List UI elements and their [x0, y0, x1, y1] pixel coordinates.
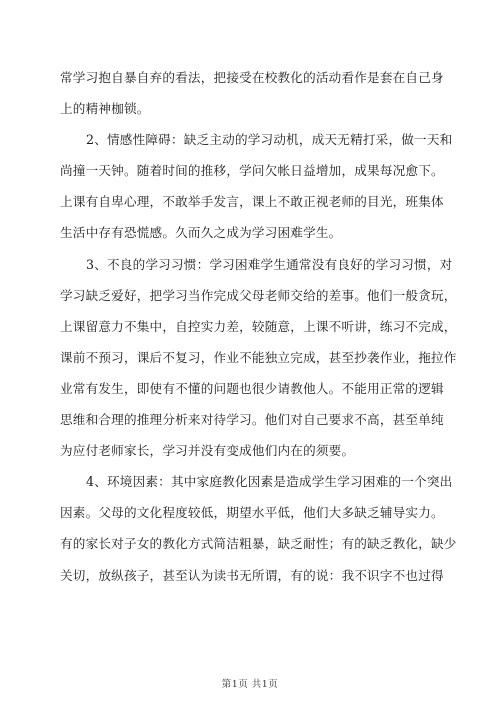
text-line: 尚撞一天钟。随着时间的推移，学问欠帐日益增加，成果每况愈下。 — [60, 163, 444, 179]
text-line: 课前不预习，课后不复习，作业不能独立完成，甚至抄袭作业，拖拉作 — [60, 349, 457, 365]
text-line: 有的家长对子女的教化方式简洁粗暴，缺乏耐性；有的缺乏教化，缺少 — [60, 536, 457, 552]
page-footer: 第1页 共1页 — [221, 679, 279, 690]
text-line: 上课有自卑心理，不敢举手发言，课上不敢正视老师的目光，班集体 — [60, 194, 444, 210]
document-body — [60, 62, 457, 591]
text-line: 生活中存有恐慌感。久而久之成为学习困难学生。 — [60, 225, 342, 241]
text-line: 3、不良的学习习惯：学习困难学生通常没有良好的学习习惯，对 — [86, 256, 453, 272]
text-line: 上课留意力不集中，自控实力差，较随意，上课不听讲，练习不完成， — [60, 318, 457, 334]
text-line: 上的精神枷锁。 — [60, 101, 150, 117]
text-line: 常学习抱自暴自弃的看法，把接受在校教化的活动看作是套在自己身 — [60, 70, 444, 85]
text-line: 业常有发生，即使有不懂的问题也很少请教他人。不能用正常的逻辑 — [60, 380, 444, 396]
text-line: 因素。父母的文化程度较低，期望水平低，他们大多缺乏辅导实力。 — [60, 505, 444, 521]
text-line: 2、情感性障碍：缺乏主动的学习动机，成天无精打采，做一天和 — [86, 132, 453, 148]
text-line: 思维和合理的推理分析来对待学习。他们对自己要求不高，甚至单纯 — [60, 412, 444, 428]
text-line: 学习缺乏爱好，把学习当作完成父母老师交给的差事。他们一般贪玩， — [60, 287, 457, 303]
text-line: 为应付老师家长，学习并没有变成他们内在的须要。 — [60, 443, 355, 459]
text-line: 4、环境因素：其中家庭教化因素是造成学生学习困难的一个突出 — [86, 474, 453, 490]
text-line: 关切，放纵孩子，甚至认为读书无所谓，有的说：我不识字不也过得 — [60, 567, 444, 583]
